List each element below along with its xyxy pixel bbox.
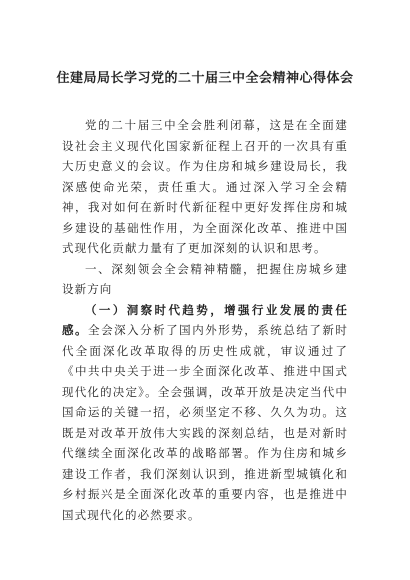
intro-paragraph: 党的二十届三中全会胜利闭幕，这是在全面建设社会主义现代化国家新征程上召开的一次具有重大历史意义的会议。作为住房和城乡建设局长，我深感使命光荣，责任重大。通过深入学习全会精神，我对如何在新时代新征程中更好发挥住房和城乡建设的基础性作用，为全面深化改革、推进中国式现代化贡献力量有了更加深刻的认识和思考。: [62, 118, 348, 255]
document-body: [62, 115, 348, 525]
subsection-text: 全会深入分析了国内外形势，系统总结了新时代全面深化改革取得的历史性成就，审议通过了《中共中央关于进一步全面深化改革、推进中国式现代化的决定》。全会强调，改革开放是决定当代中国命运的关键一招，必须坚定不移、久久为功。这既是对改革开放伟大实践的深刻总结，也是对新时代继续全面深化改革的战略部署。作为住房和城乡建设工作者，我们深刻认识到，推进新型城镇化和乡村振兴是全面深化改革的重要内容，也是推进中国式现代化的必然要求。: [62, 323, 349, 522]
document-title: 住建局局长学习党的二十届三中全会精神心得体会: [56, 71, 354, 86]
section-heading: 一、深刻领会全会精神精髓，把握住房城乡建设新方向: [62, 261, 348, 296]
subsection-paragraph: [62, 300, 348, 526]
subsection-heading: （一）洞察时代趋势，增强行业发展的责任感。: [62, 302, 348, 337]
